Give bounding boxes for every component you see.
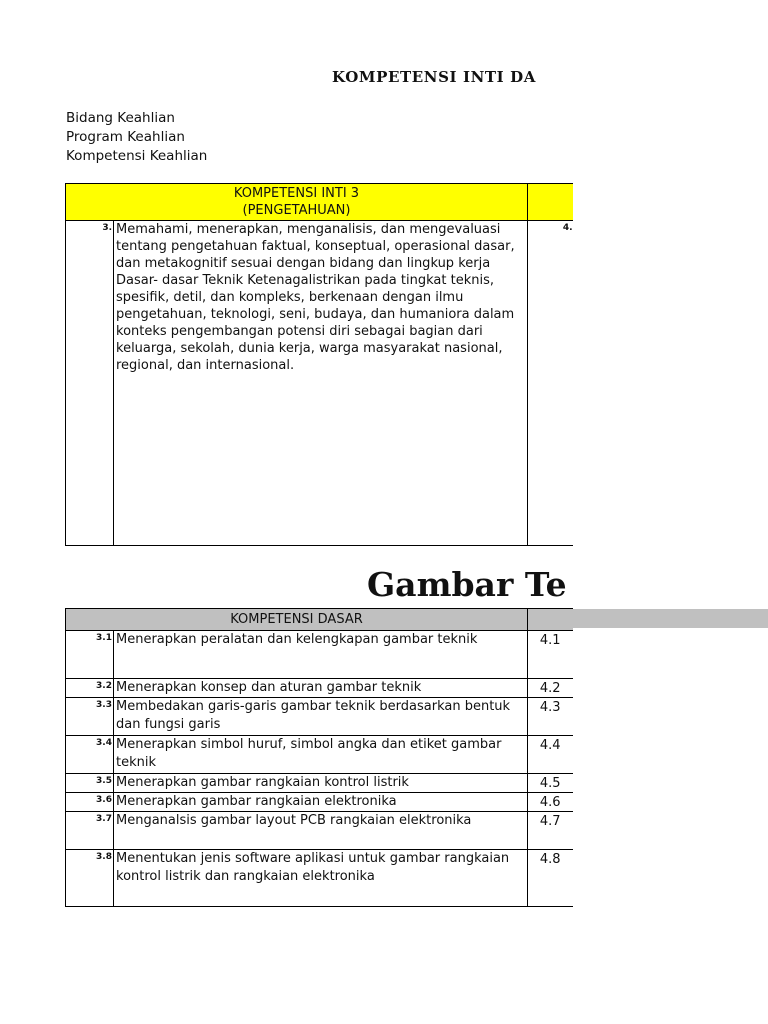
kd-text: Menerapkan gambar rangkaian elektronika xyxy=(114,793,528,812)
kd-right-number: 4.8 xyxy=(528,850,573,907)
kd-row xyxy=(66,698,573,736)
kd-text: Menganalsis gambar layout PCB rangkaian elektronika xyxy=(114,812,528,850)
kd-text: Menerapkan gambar rangkaian kontrol listrik xyxy=(114,774,528,793)
ki3-number: 3. xyxy=(66,221,114,546)
kd-number: 3.4 xyxy=(66,736,114,774)
kd-number: 3.5 xyxy=(66,774,114,793)
kd-header-right xyxy=(528,609,573,631)
kd-right-number: 4.7 xyxy=(528,812,573,850)
kd-number: 3.7 xyxy=(66,812,114,850)
kd-header: KOMPETENSI DASAR xyxy=(66,609,528,631)
ki3-text: Memahami, menerapkan, menganalisis, dan mengevaluasi tentang pengetahuan faktual, konseptual, operasional dasar, dan metakognitif sesuai dengan bidang dan lingkup kerja Dasar- dasar Teknik Ketenagalistrikan pada tingkat teknis, spesifik, detil, dan kompleks, berkenaan dengan ilmu pengetahuan, teknologi, seni, budaya, dan humaniora dalam konteks pengembangan potensi diri sebagai bagian dari keluarga, sekolah, dunia kerja, warga masyarakat nasional, regional, dan internasional. xyxy=(114,221,528,546)
kd-right-number: 4.4 xyxy=(528,736,573,774)
kd-right-number: 4.5 xyxy=(528,774,573,793)
kd-right-number: 4.3 xyxy=(528,698,573,736)
ki3-header-title: KOMPETENSI INTI 3 xyxy=(233,186,360,201)
label-program-keahlian: Program Keahlian xyxy=(66,129,185,145)
kd-row xyxy=(66,774,573,793)
label-kompetensi-keahlian: Kompetensi Keahlian xyxy=(66,148,208,164)
kompetensi-inti-table xyxy=(65,183,573,546)
kd-text: Menerapkan peralatan dan kelengkapan gambar teknik xyxy=(114,631,528,679)
kompetensi-dasar-table xyxy=(65,608,573,907)
kd-row xyxy=(66,850,573,907)
kd-number: 3.1 xyxy=(66,631,114,679)
ki4-number: 4. xyxy=(528,221,573,546)
kd-number: 3.2 xyxy=(66,679,114,698)
kd-text: Menentukan jenis software aplikasi untuk gambar rangkaian kontrol listrik dan rangkaian elektronika xyxy=(114,850,528,907)
kd-number: 3.6 xyxy=(66,793,114,812)
kd-right-number: 4.2 xyxy=(528,679,573,698)
ki3-header-subtitle: (PENGETAHUAN) xyxy=(242,203,351,218)
kd-row xyxy=(66,631,573,679)
document-title: KOMPETENSI INTI DA xyxy=(332,68,536,86)
kd-text: Membedakan garis-garis gambar teknik berdasarkan bentuk dan fungsi garis xyxy=(114,698,528,736)
kd-row xyxy=(66,679,573,698)
kd-row xyxy=(66,793,573,812)
label-bidang-keahlian: Bidang Keahlian xyxy=(66,110,175,126)
subject-title: Gambar Te xyxy=(367,565,567,604)
field-labels xyxy=(66,109,207,166)
kd-row xyxy=(66,812,573,850)
kd-row xyxy=(66,736,573,774)
ki3-header xyxy=(66,184,528,221)
ki4-header xyxy=(528,184,573,221)
kd-number: 3.8 xyxy=(66,850,114,907)
kd4-header-bar xyxy=(572,609,768,628)
kd-right-number: 4.6 xyxy=(528,793,573,812)
kd-right-number: 4.1 xyxy=(528,631,573,679)
kd-number: 3.3 xyxy=(66,698,114,736)
kd-text: Menerapkan simbol huruf, simbol angka dan etiket gambar teknik xyxy=(114,736,528,774)
kd-text: Menerapkan konsep dan aturan gambar teknik xyxy=(114,679,528,698)
